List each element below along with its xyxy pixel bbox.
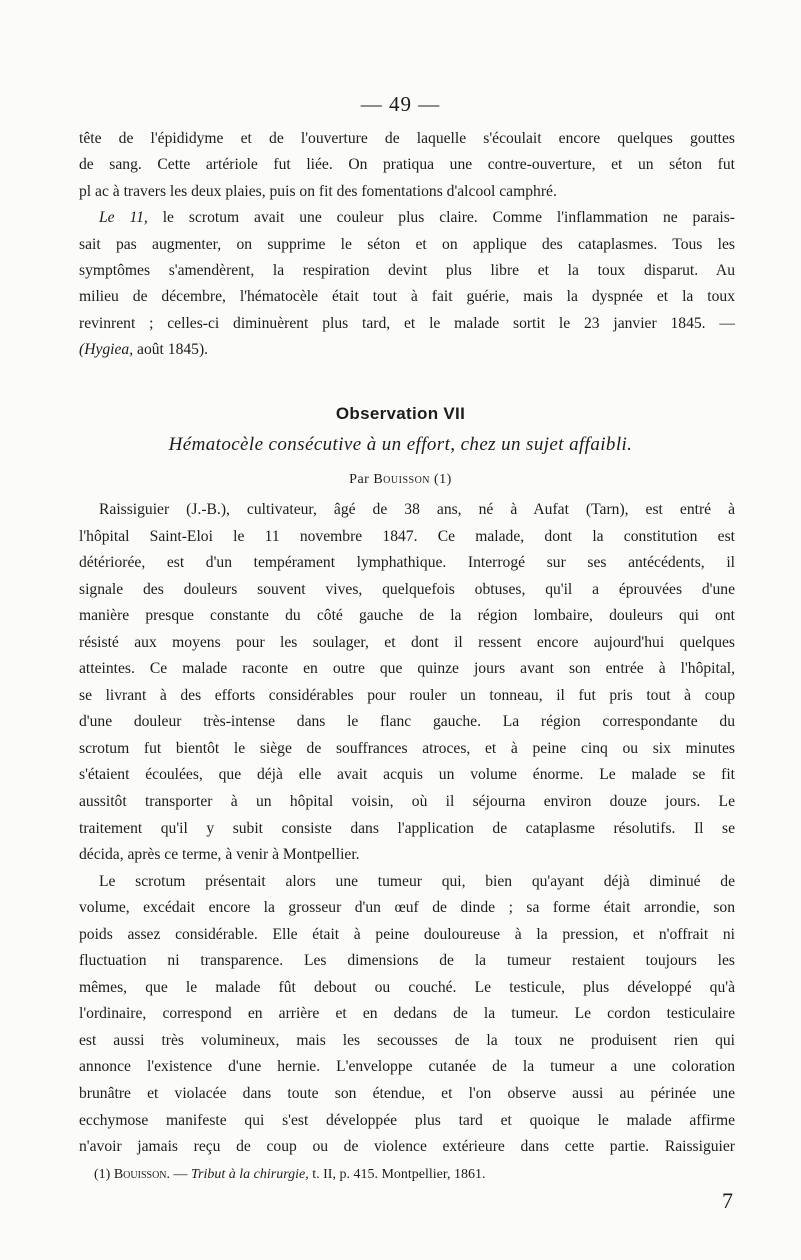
footnote-marker: (1) (94, 1167, 114, 1182)
date-lead: Le 11, (99, 209, 148, 227)
observation-author (0, 472, 801, 488)
signature-mark: 7 (722, 1188, 733, 1213)
text-line: fluctuation ni transparence. Les dimensions de la tumeur restaient toujours les (79, 952, 735, 970)
author-prefix: Par (349, 472, 374, 487)
text-line: est aussi très volumineux, mais les secousses de la toux ne produisent rien qui (79, 1031, 735, 1049)
footnote-details: t. II, p. 415. Montpellier, 1861. (308, 1167, 486, 1182)
text-line: de sang. Cette artériole fut liée. On pratiqua une contre-ouverture, et un séton fut (79, 156, 735, 174)
text-line: brunâtre et violacée dans toute son étendue, et l'on observe aussi au périnée une (79, 1085, 735, 1103)
footnote-author: Bouisson. (113, 1167, 171, 1182)
footnote (94, 1165, 734, 1185)
observation-title: Observation VII (335, 404, 466, 423)
footnote-work: Tribut à la chirurgie, (191, 1167, 309, 1182)
author-name: Bouisson (373, 472, 431, 487)
text-line: volume, excédait encore la grosseur d'un œuf de dinde ; sa forme était arrondie, son (79, 899, 735, 917)
text-line: détériorée, est d'un tempérament lymphathique. Interrogé sur ses antécédents, il (79, 554, 735, 572)
text-line: sait pas augmenter, on supprime le séton et on applique des cataplasmes. Tous les (79, 235, 735, 253)
footnote-ref: (1) (430, 472, 452, 487)
text-line: pl ac à travers les deux plaies, puis on fit des fomentations d'alcool camphré. (79, 182, 557, 200)
text-line: traitement qu'il y subit consiste dans l'application de cataplasme résolutifs. Il se (79, 819, 735, 837)
text-line: décida, après ce terme, à venir à Montpellier. (79, 846, 360, 864)
continued-text (79, 126, 735, 364)
text-line: se livrant à des efforts considérables pour rouler un tonneau, il fut pris tout à coup (79, 686, 735, 704)
text-line: n'avoir jamais reçu de coup ou de violence extérieure dans cette partie. Raissiguier (79, 1138, 735, 1156)
text-line: scrotum fut bientôt le siège de souffrances atroces, et à peine cinq ou six minutes (79, 739, 735, 757)
observation-subtitle: Hématocèle consécutive à un effort, chez un sujet affaibli. (168, 434, 633, 455)
text-line: s'étaient écoulées, que déjà elle avait acquis un volume énorme. Le malade se fit (79, 766, 735, 784)
text-line: annonce l'existence d'une hernie. L'enveloppe cutanée de la tumeur a une coloration (79, 1058, 735, 1076)
text-line: symptômes s'amendèrent, la respiration devint plus libre et la toux disparut. Au (79, 262, 735, 280)
footnote-dash: — (170, 1167, 192, 1182)
text-line (79, 337, 735, 363)
text-line: aussitôt transporter à un hôpital voisin, où il séjourna environ douze jours. Le (79, 793, 735, 811)
observation-body (79, 497, 735, 1161)
page-number: — 49 — (360, 92, 441, 116)
text-line: manière presque constante du côté gauche de la région lombaire, douleurs qui ont (79, 607, 735, 625)
text-line: Raissiguier (J.-B.), cultivateur, âgé de 38 ans, né à Aufat (Tarn), est entré à (99, 501, 735, 518)
text-line: mêmes, que le malade fût debout ou couché. Le testicule, plus développé qu'à (79, 978, 735, 996)
text-line: Le scrotum présentait alors une tumeur qui, bien qu'ayant déjà diminué de (99, 872, 735, 890)
text-line: tête de l'épididyme et de l'ouverture de laquelle s'écoulait encore quelques gouttes (79, 130, 735, 147)
text-line: résisté aux moyens pour les soulager, et dont il ressent encore aujourd'hui quelques (79, 633, 735, 651)
text-line: ecchymose manifeste qui s'est développée plus tard et quoique le malade affirme (79, 1111, 735, 1129)
text-line: poids assez considérable. Elle était à peine douloureuse à la pression, et n'offrait ni (79, 925, 735, 943)
text-fragment: le scrotum avait une couleur plus claire. Comme l'inflammation ne parais- (147, 209, 735, 227)
citation-date: août 1845). (133, 341, 209, 359)
text-line: revinrent ; celles-ci diminuèrent plus tard, et le malade sortit le 23 janvier 1845. — (79, 314, 735, 332)
text-line: milieu de décembre, l'hématocèle était tout à fait guérie, mais la dyspnée et la toux (79, 288, 735, 306)
text-line: d'une douleur très-intense dans le flanc gauche. La région correspondante du (79, 713, 735, 731)
citation-journal: (Hygiea, (79, 341, 134, 359)
text-line: l'hôpital Saint-Eloi le 11 novembre 1847. Ce malade, dont la constitution est (79, 527, 735, 545)
text-line (79, 205, 735, 231)
text-line: signale des douleurs souvent vives, quelquefois obtuses, qu'il a éprouvées d'une (79, 580, 735, 598)
text-line: l'ordinaire, correspond en arrière et en dedans de la tumeur. Le cordon testiculaire (79, 1005, 735, 1023)
text-line: atteintes. Ce malade raconte en outre que quinze jours avant son entrée à l'hôpital, (79, 660, 735, 678)
